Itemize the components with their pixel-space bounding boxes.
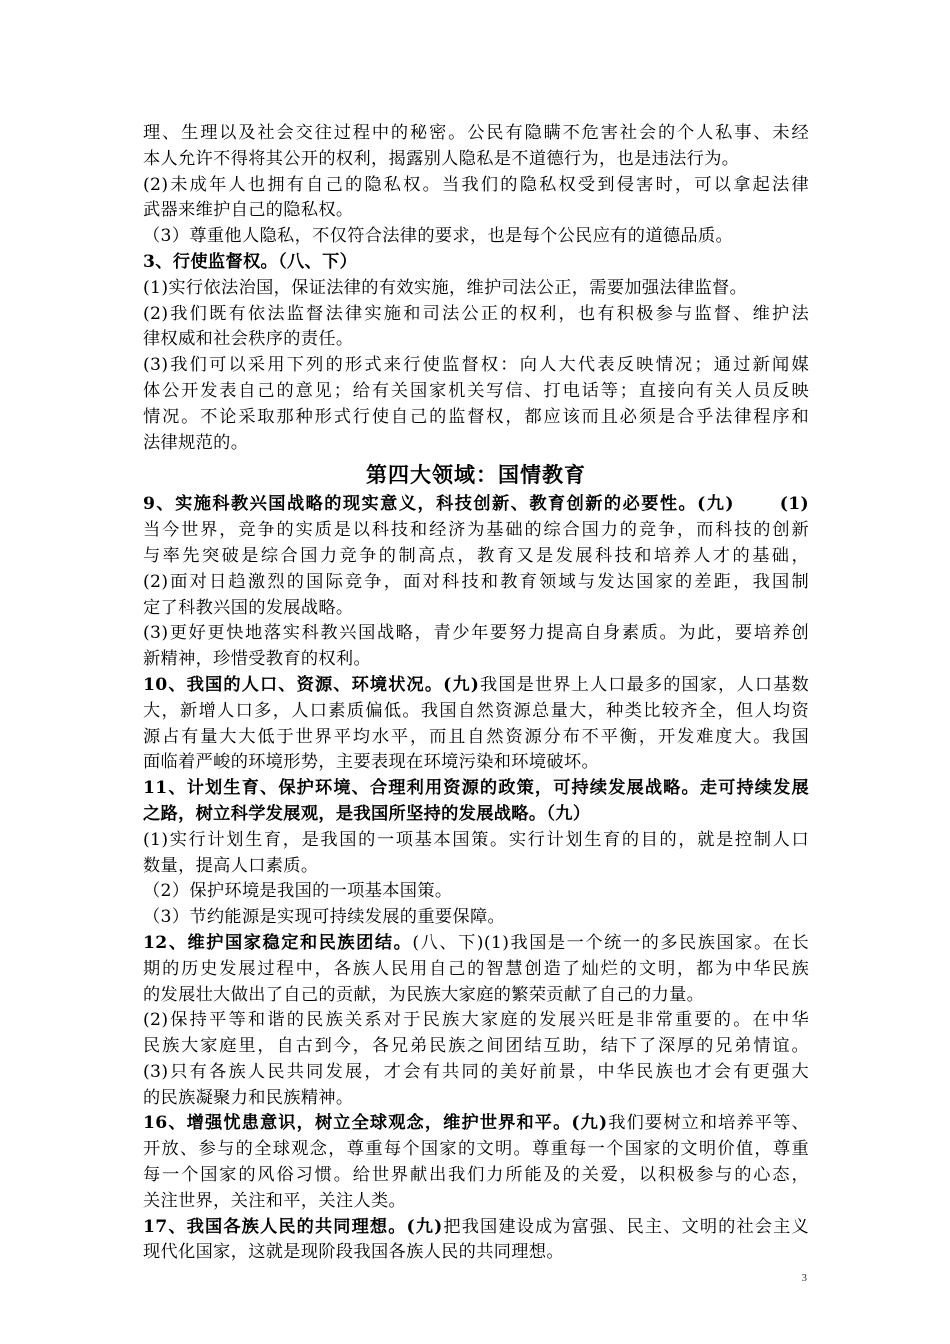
text-line (143, 1111, 809, 1137)
text-line: 现代化国家，这就是现阶段我国各族人民的共同理想。 (143, 1242, 564, 1263)
text-line: 的民族凝聚力和民族精神。 (143, 1087, 354, 1108)
text-line: 律权威和社会秩序的责任。 (143, 329, 354, 350)
item-title: 10、我国的人口、资源、环境状况。(九) (143, 674, 480, 695)
page-number: 3 (801, 1272, 807, 1284)
text-line: 每一个国家的风俗习惯。给世界献出我们力所能及的关爱，以积极参与的心态， (143, 1165, 809, 1186)
text-line: 数量，提高人口素质。 (143, 855, 319, 876)
section-heading: 第四大领域：国情教育 (366, 462, 586, 488)
item-title: 12、维护国家稳定和民族团结。 (143, 932, 413, 953)
text-line: (3)我们可以采用下列的形式来行使监督权：向人大代表反映情况；通过新闻媒 (143, 355, 809, 376)
section-national-conditions-text (143, 492, 809, 1266)
text-line: (2)我们既有依法监督法律实施和司法公正的权利，也有积极参与监督、维护法 (143, 303, 809, 324)
text-line: 武器来维护自己的隐私权。 (143, 200, 354, 221)
text-line: 源占有量大大低于世界平均水平，而且自然资源分布不平衡，开发难度大。我国 (143, 726, 809, 747)
item-text: 把我国建设成为富强、民主、文明的社会主义 (442, 1216, 809, 1237)
text-line (143, 673, 809, 699)
text-line: 3、行使监督权。（八、下） (143, 251, 358, 272)
text-line: 面临着严峻的环境形势，主要表现在环境污染和环境破坏。 (143, 752, 599, 773)
text-line: 期的历史发展过程中，各族人民用自己的智慧创造了灿烂的文明，都为中华民族 (143, 958, 809, 979)
item-text: (八、下)(1)我国是一个统一的多民族国家。在长 (412, 932, 809, 953)
text-line: (2)未成年人也拥有自己的隐私权。当我们的隐私权受到侵害时，可以拿起法律 (143, 174, 809, 195)
item-text: 我国是世界上人口最多的国家，人口基数 (479, 674, 809, 695)
text-line: 体公开发表自己的意见；给有关国家机关写信、打电话等；直接向有关人员反映 (143, 380, 809, 401)
text-line: 关注世界，关注和平，关注人类。 (143, 1190, 407, 1211)
text-line: 情况。不论采取那种形式行使自己的监督权，都应该而且必须是合乎法律程序和 (143, 406, 809, 427)
text-line: 理、生理以及社会交往过程中的秘密。公民有隐瞒不危害社会的个人私事、未经 (143, 123, 809, 143)
text-line: 11、计划生育、保护环境、合理利用资源的政策，可持续发展战略。走可持续发展 (143, 778, 809, 799)
text-line: (2)保持平等和谐的民族关系对于民族大家庭的发展兴旺是非常重要的。在中华 (143, 1010, 809, 1031)
section-rights-text (143, 121, 809, 456)
text-line: 大，新增人口多，人口素质偏低。我国自然资源总量大，种类比较齐全，但人均资 (143, 700, 809, 721)
item-title: 16、增强忧患意识，树立全球观念，维护世界和平。(九) (143, 1113, 608, 1134)
text-line: 与率先突破是综合国力竞争的制高点，教育又是发展科技和培养人才的基础， (143, 545, 809, 566)
text-line: 开放、参与的全球观念，尊重每个国家的文明。尊重每一个国家的文明价值，尊重 (143, 1139, 809, 1160)
text-line: 新精神，珍惜受教育的权利。 (143, 649, 371, 670)
text-line: (3)只有各族人民共同发展，才会有共同的美好前景，中华民族也才会有更强大 (143, 1061, 809, 1082)
text-line: 9、实施科教兴国战略的现实意义，科技创新、教育创新的必要性。(九) (1) (143, 494, 809, 515)
text-line (143, 931, 809, 957)
text-line: (2)面对日趋激烈的国际竞争，面对科技和教育领域与发达国家的差距，我国制 (143, 571, 809, 592)
text-line: 民族大家庭里，自古到今，各兄弟民族之间团结互助，结下了深厚的兄弟情谊。 (143, 1036, 809, 1057)
text-line: 法律规范的。 (143, 432, 249, 453)
item-text: 我们要树立和培养平等、 (607, 1113, 809, 1134)
text-line: 的发展壮大做出了自己的贡献，为民族大家庭的繁荣贡献了自己的力量。 (143, 984, 705, 1005)
text-line: 定了科教兴国的发展战略。 (143, 597, 354, 618)
text-line: （3）尊重他人隐私，不仅符合法律的要求，也是每个公民应有的道德品质。 (143, 226, 734, 247)
text-line: 当今世界，竞争的实质是以科技和经济为基础的综合国力的竞争，而科技的创新 (143, 520, 809, 541)
text-line: （3）节约能源是实现可持续发展的重要保障。 (143, 907, 506, 928)
item-title: 17、我国各族人民的共同理想。(九) (143, 1216, 443, 1237)
text-line: (1)实行计划生育，是我国的一项基本国策。实行计划生育的目的，就是控制人口 (143, 829, 809, 850)
text-line: (3)更好更快地落实科教兴国战略，青少年要努力提高自身素质。为此，要培养创 (143, 623, 809, 644)
text-line: 本人允许不得将其公开的权利，揭露别人隐私是不道德行为，也是违法行为。 (143, 148, 740, 169)
text-line: 之路，树立科学发展观，是我国所坚持的发展战略。（九） (143, 803, 591, 824)
page-body (143, 121, 809, 1266)
text-line: (1)实行依法治国，保证法律的有效实施，维护司法公正，需要加强法律监督。 (143, 277, 748, 298)
text-line (143, 1215, 809, 1241)
text-line: （2）保护环境是我国的一项基本国策。 (143, 881, 453, 902)
